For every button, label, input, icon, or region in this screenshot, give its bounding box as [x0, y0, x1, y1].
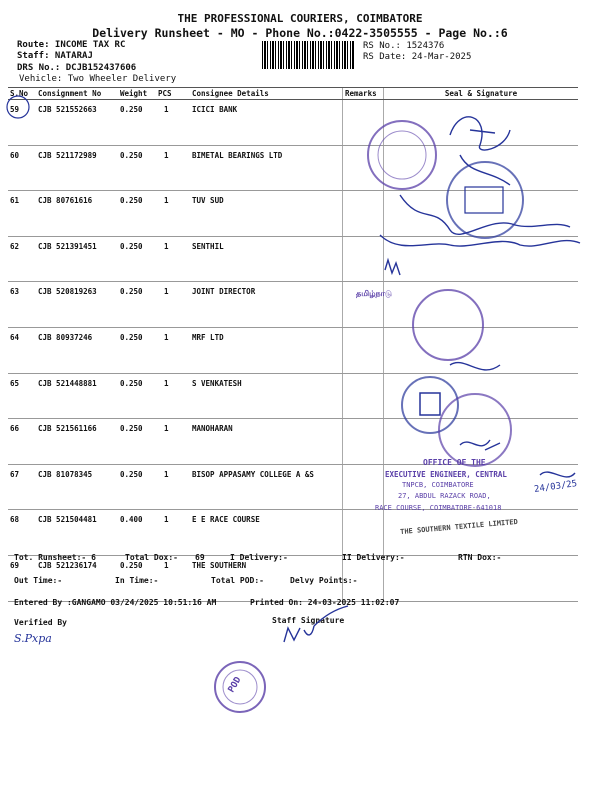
consignee-cell: MANOHARAN: [190, 419, 343, 465]
col-consignment: Consignment No: [36, 88, 118, 100]
tot-runsheet: Tot. Runsheet:- 6: [14, 553, 96, 562]
consignment-cell: CJB 521236174: [36, 555, 118, 601]
sno-cell: 60: [8, 145, 36, 191]
seal-cell: [384, 555, 579, 601]
sno-cell: 62: [8, 236, 36, 282]
weight-cell: 0.400: [118, 510, 156, 556]
pod-stamp: [210, 658, 270, 716]
pcs-cell: 1: [156, 191, 190, 237]
weight-cell: 0.250: [118, 236, 156, 282]
total-dox-value: 69: [195, 553, 205, 562]
consignee-cell: THE SOUTHERN: [190, 555, 343, 601]
sno-cell: 61: [8, 191, 36, 237]
sno-cell: 68: [8, 510, 36, 556]
stamp-office-line1: OFFICE OF THE: [423, 458, 486, 467]
sno-cell: 59: [8, 100, 36, 146]
stamp-office-line2: EXECUTIVE ENGINEER, CENTRAL: [385, 470, 507, 479]
total-pod: Total POD:-: [211, 576, 264, 585]
pcs-cell: 1: [156, 145, 190, 191]
sno-cell: 66: [8, 419, 36, 465]
sno-cell: 65: [8, 373, 36, 419]
consignee-cell: JOINT DIRECTOR: [190, 282, 343, 328]
pcs-cell: 1: [156, 555, 190, 601]
stamp-tamil-text: தமிழ்நாடு: [356, 289, 392, 298]
circle-mark: [4, 92, 34, 122]
consignment-cell: CJB 521391451: [36, 236, 118, 282]
col-remarks: Remarks: [343, 88, 384, 100]
consignee-cell: MRF LTD: [190, 327, 343, 373]
pcs-cell: 1: [156, 327, 190, 373]
consignment-cell: CJB 81078345: [36, 464, 118, 510]
entered-by: Entered By :GANGAMO 03/24/2025 10:51:16 AM: [14, 598, 217, 607]
delvy-points: Delvy Points:-: [290, 576, 358, 585]
consignment-cell: CJB 521504481: [36, 510, 118, 556]
in-time: In Time:-: [115, 576, 159, 585]
out-time: Out Time:-: [14, 576, 63, 585]
pcs-cell: 1: [156, 464, 190, 510]
vehicle-label: Vehicle: Two Wheeler Delivery: [19, 74, 177, 84]
pcs-cell: 1: [156, 282, 190, 328]
weight-cell: 0.250: [118, 282, 156, 328]
weight-cell: 0.250: [118, 100, 156, 146]
consignment-cell: CJB 80937246: [36, 327, 118, 373]
rtn-dox: RTN Dox:-: [458, 553, 502, 562]
stamp-southern: THE SOUTHERN TEXTILE LIMITED: [399, 517, 519, 537]
sno-cell: 64: [8, 327, 36, 373]
consignee-cell: SENTHIL: [190, 236, 343, 282]
col-consignee: Consignee Details: [190, 88, 343, 100]
printed-on: Printed On: 24-03-2025 11:02:07: [250, 598, 400, 607]
consignment-cell: CJB 521448881: [36, 373, 118, 419]
weight-cell: 0.250: [118, 555, 156, 601]
weight-cell: 0.250: [118, 419, 156, 465]
weight-cell: 0.250: [118, 373, 156, 419]
col-sno: S.No: [8, 88, 36, 100]
pcs-cell: 1: [156, 100, 190, 146]
weight-cell: 0.250: [118, 464, 156, 510]
pcs-cell: 1: [156, 236, 190, 282]
stamp-office-line4: 27, ABDUL RAZACK ROAD,: [398, 492, 491, 500]
pcs-cell: 1: [156, 373, 190, 419]
stamp-office-line5: RACE COURSE, COIMBATORE-641018: [375, 504, 502, 512]
verified-by: Verified By: [14, 618, 67, 627]
consignee-cell: S VENKATESH: [190, 373, 343, 419]
total-dox-label: Total Dox:-: [125, 553, 178, 562]
barcode: [262, 41, 354, 69]
consignee-cell: BIMETAL BEARINGS LTD: [190, 145, 343, 191]
consignee-cell: E E RACE COURSE: [190, 510, 343, 556]
sno-cell: 63: [8, 282, 36, 328]
drs-label: DRS No.: DCJB152437606: [17, 63, 137, 73]
rs-no: RS No.: 1524376: [363, 41, 445, 51]
route-label: Route: INCOME TAX RC: [17, 40, 126, 50]
consignee-cell: TUV SUD: [190, 191, 343, 237]
consignment-cell: CJB 80761616: [36, 191, 118, 237]
col-seal: Seal & Signature: [384, 88, 579, 100]
consignee-cell: ICICI BANK: [190, 100, 343, 146]
weight-cell: 0.250: [118, 145, 156, 191]
handwritten-date: 24/03/25: [533, 479, 578, 495]
consignment-cell: CJB 521172989: [36, 145, 118, 191]
consignee-cell: BISOP APPASAMY COLLEGE A &S: [190, 464, 343, 510]
stamp-office-line3: TNPCB, COIMBATORE: [402, 481, 474, 489]
sno-cell: 67: [8, 464, 36, 510]
col-weight: Weight: [118, 88, 156, 100]
pcs-cell: 1: [156, 510, 190, 556]
company-title: THE PROFESSIONAL COURIERS, COIMBATORE: [177, 12, 423, 25]
ii-delivery: II Delivery:-: [342, 553, 405, 562]
consignment-cell: CJB 521561166: [36, 419, 118, 465]
verified-signature: S.Pxpa: [14, 632, 52, 645]
weight-cell: 0.250: [118, 327, 156, 373]
consignment-cell: CJB 521552663: [36, 100, 118, 146]
rs-date: RS Date: 24-Mar-2025: [363, 52, 472, 62]
staff-signature-ink: [270, 600, 370, 650]
consignment-cell: CJB 520819263: [36, 282, 118, 328]
runsheet-title: Delivery Runsheet - MO - Phone No.:0422-3505555 - Page No.:6: [92, 26, 508, 40]
staff-signature-label: Staff Signature: [272, 616, 345, 625]
weight-cell: 0.250: [118, 191, 156, 237]
sno-cell: 69: [8, 555, 36, 601]
col-pcs: PCS: [156, 88, 190, 100]
pod-stamp-text: POD: [226, 675, 244, 695]
staff-label: Staff: NATARAJ: [17, 51, 93, 61]
i-delivery: I Delivery:-: [230, 553, 288, 562]
pcs-cell: 1: [156, 419, 190, 465]
